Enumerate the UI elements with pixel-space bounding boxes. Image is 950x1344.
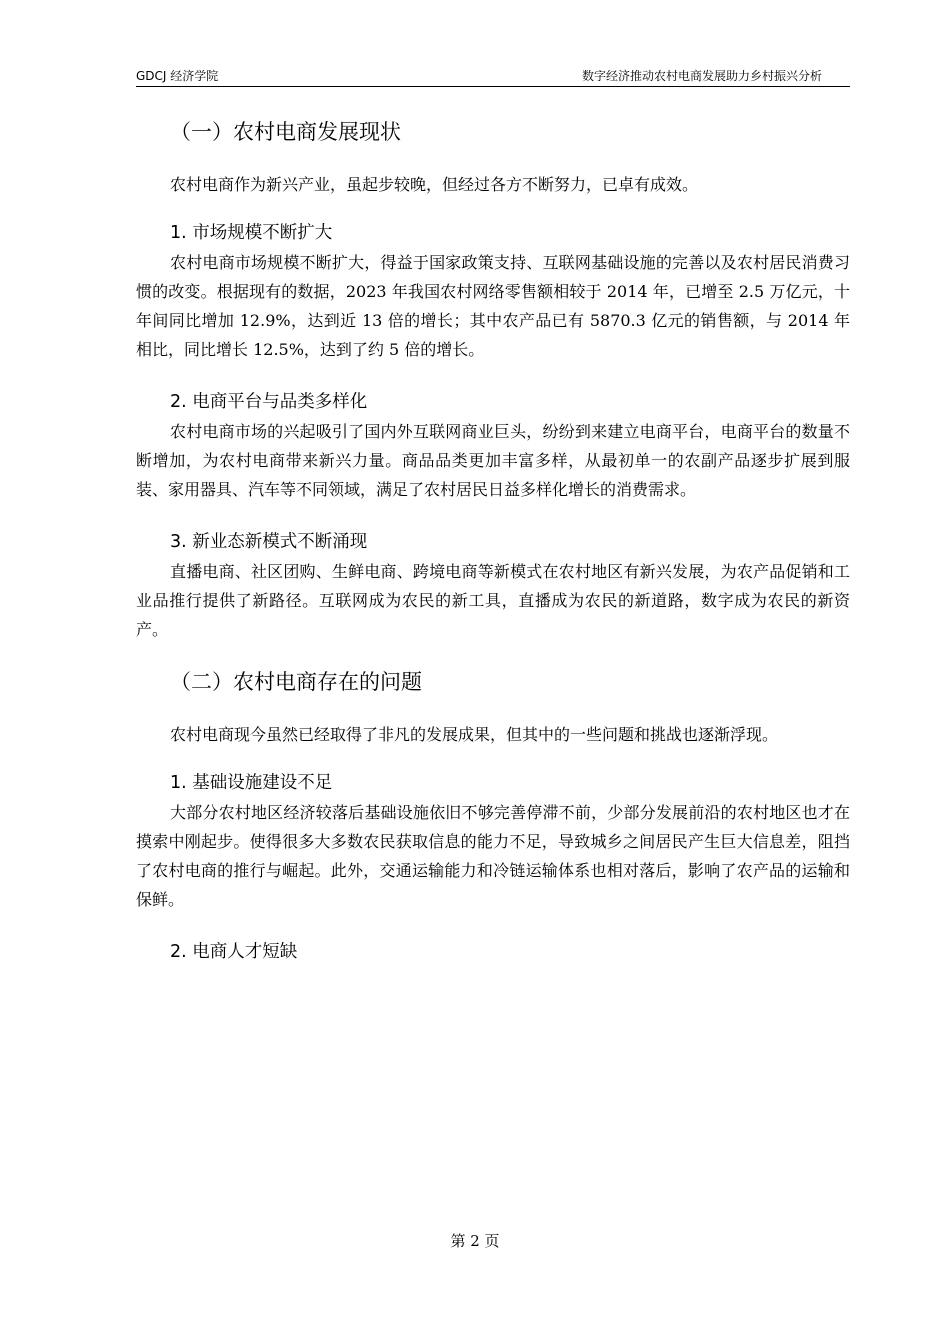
paragraph-market-scale: 农村电商市场规模不断扩大，得益于国家政策支持、互联网基础设施的完善以及农村居民消费习惯的改变。根据现有的数据，2023 年我国农村网络零售额相较于 2014 年，已增至 2.5 万亿元，十年间同比增加 12.9%，达到近 13 倍的增长；其中农产品已有 5870.3 亿元的销售额，与 2014 年相比，同比增长 12.5%，达到了约 5 倍的增长。 (136, 253, 850, 359)
section-heading-problems: （二）农村电商存在的问题 (170, 670, 422, 694)
page-number: 第 2 页 (450, 1232, 500, 1250)
subheading-new-models: 3. 新业态新模式不断涌现 (170, 532, 368, 552)
section-problems-intro: 农村电商现今虽然已经取得了非凡的发展成果，但其中的一些问题和挑战也逐渐浮现。 (170, 725, 779, 744)
paragraph-platform-diversity: 农村电商市场的兴起吸引了国内外互联网商业巨头，纷纷到来建立电商平台，电商平台的数量不断增加，为农村电商带来新兴力量。商品品类更加丰富多样，从最初单一的农副产品逐步扩展到服装、家用器具、汽车等不同领域，满足了农村居民日益多样化增长的消费需求。 (136, 422, 850, 499)
page-header (136, 68, 850, 87)
section-status-intro: 农村电商作为新兴产业，虽起步较晚，但经过各方不断努力，已卓有成效。 (170, 175, 699, 194)
subheading-platform-diversity: 2. 电商平台与品类多样化 (170, 392, 368, 412)
header-title: 数字经济推动农村电商发展助力乡村振兴分析 (581, 69, 822, 83)
paragraph-new-models: 直播电商、社区团购、生鲜电商、跨境电商等新模式在农村地区有新兴发展，为农产品促销和工业品推行提供了新路径。互联网成为农民的新工具，直播成为农民的新道路，数字成为农民的新资产。 (136, 562, 850, 639)
section-heading-status: （一）农村电商发展现状 (170, 120, 401, 144)
subheading-infrastructure: 1. 基础设施建设不足 (170, 773, 333, 793)
subheading-market-scale: 1. 市场规模不断扩大 (170, 223, 333, 243)
subheading-talent-shortage: 2. 电商人才短缺 (170, 942, 298, 962)
document-body (136, 112, 850, 967)
header-school: GDCJ 经济学院 (136, 69, 219, 83)
paragraph-infrastructure: 大部分农村地区经济较落后基础设施依旧不够完善停滞不前，少部分发展前沿的农村地区也才在摸索中刚起步。使得很多大多数农民获取信息的能力不足，导致城乡之间居民产生巨大信息差，阻挡了农村电商的推行与崛起。此外，交通运输能力和冷链运输体系也相对落后，影响了农产品的运输和保鲜。 (136, 803, 850, 909)
